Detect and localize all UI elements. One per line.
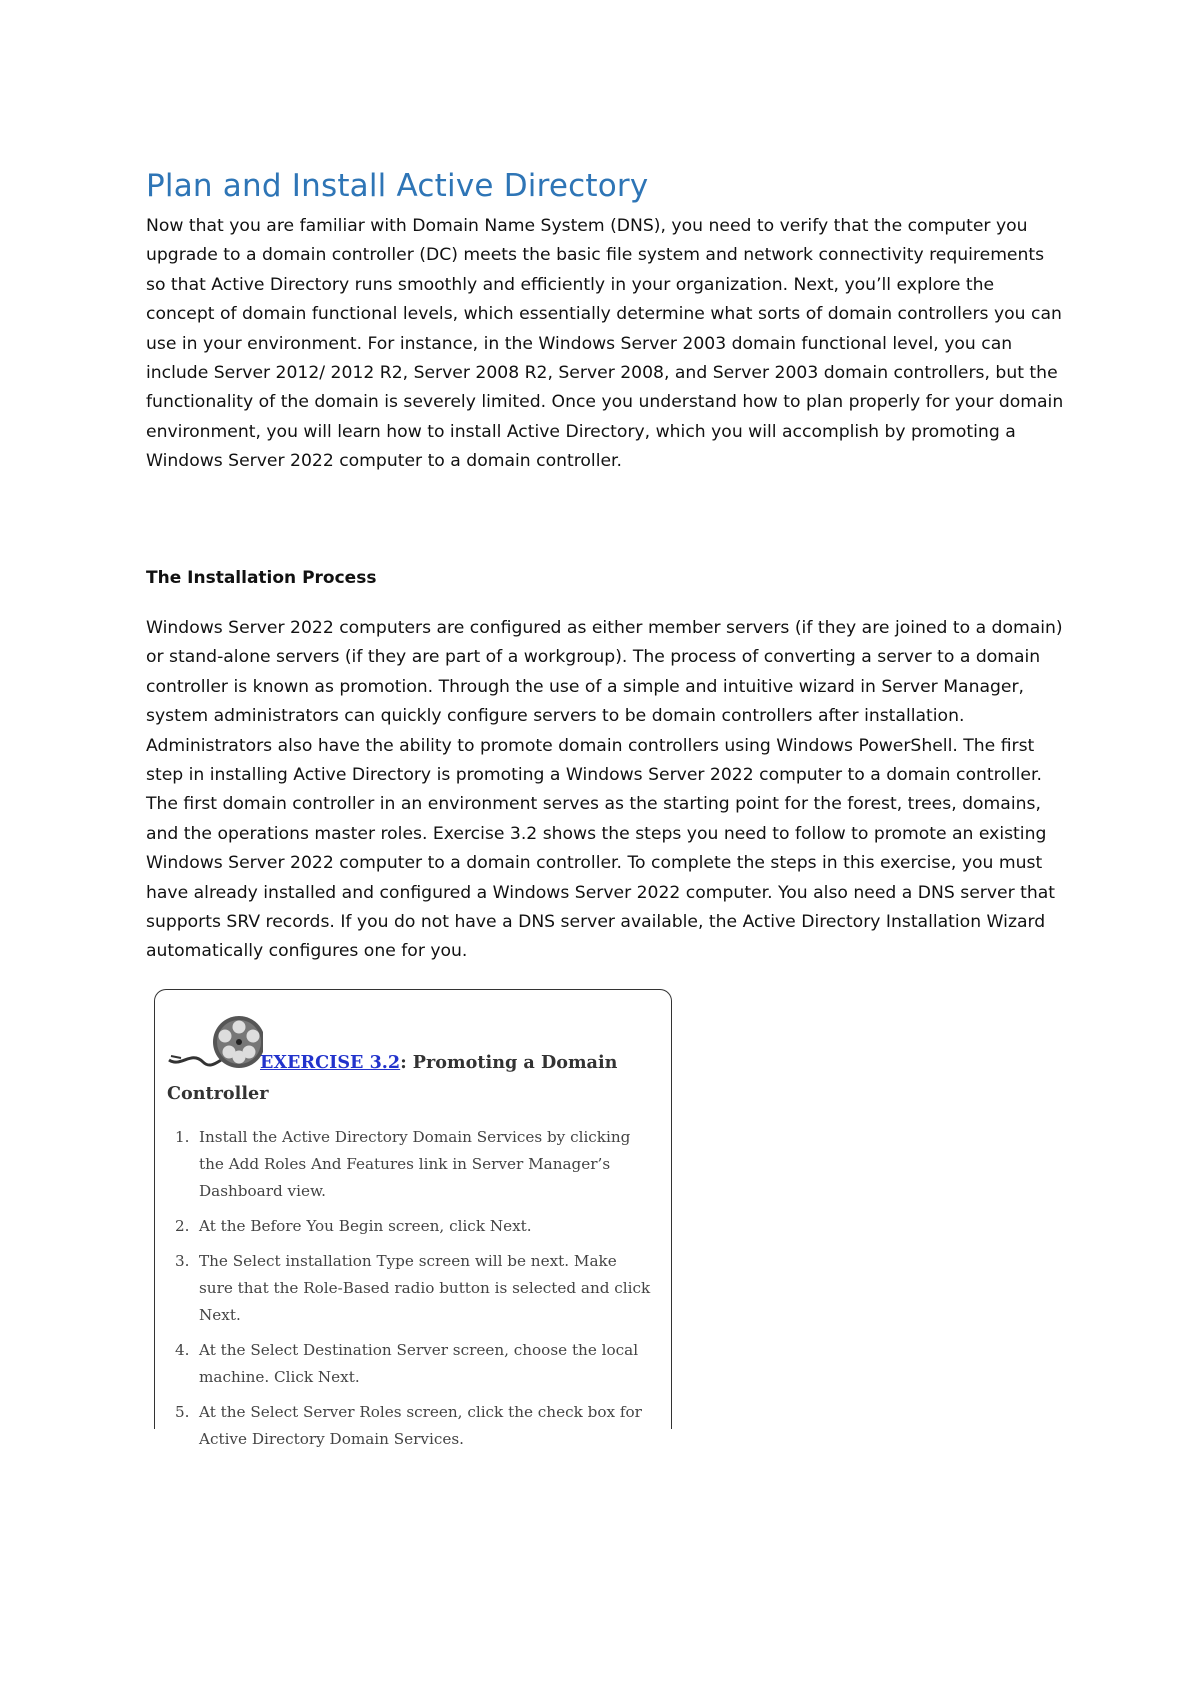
step-text: At the Select Server Roles screen, click the check box for Active Directory Domain Services. [199, 1403, 642, 1448]
step-number: 5. [175, 1403, 190, 1421]
step-text: Install the Active Directory Domain Services by clicking the Add Roles And Features link in Server Manager’s Dashboard view. [199, 1128, 631, 1200]
section-heading: The Installation Process [146, 568, 377, 588]
exercise-title [167, 1047, 637, 1109]
exercise-title-text: : Promoting a Domain Controller [167, 1052, 618, 1104]
list-item [175, 1213, 655, 1240]
step-text: At the Before You Begin screen, click Next. [199, 1217, 532, 1235]
step-number: 3. [175, 1252, 190, 1270]
list-item [175, 1124, 655, 1205]
step-number: 4. [175, 1341, 190, 1359]
list-item [175, 1248, 655, 1329]
step-text: At the Select Destination Server screen, choose the local machine. Click Next. [199, 1341, 639, 1386]
exercise-steps-list [175, 1124, 655, 1461]
step-number: 2. [175, 1217, 190, 1235]
page-title: Plan and Install Active Directory [146, 168, 649, 204]
intro-paragraph: Now that you are familiar with Domain Name System (DNS), you need to verify that the computer you upgrade to a domain controller (DC) meets the basic file system and network connectivity requirements so that Active Directory runs smoothly and efficiently in your organization. Next, you’ll explore the concept of domain functional levels, which essentially determine what sorts of domain controllers you can use in your environment. For instance, in the Windows Server 2003 domain functional level, you can include Server 2012/ 2012 R2, Server 2008 R2, Server 2008, and Server 2003 domain controllers, but the functionality of the domain is severely limited. Once you understand how to plan properly for your domain environment, you will learn how to install Active Directory, which you will accomplish by promoting a Windows Server 2022 computer to a domain controller. [146, 216, 1064, 472]
step-number: 1. [175, 1128, 190, 1146]
installation-process-paragraph: Windows Server 2022 computers are configured as either member servers (if they are joined to a domain) or stand-alone servers (if they are part of a workgroup). The process of converting a server to a domain controller is known as promotion. Through the use of a simple and intuitive wizard in Server Manager, system administrators can quickly configure servers to be domain controllers after installation. Administrators also have the ability to promote domain controllers using Windows PowerShell. The first step in installing Active Directory is promoting a Windows Server 2022 computer to a domain controller. The first domain controller in an environment serves as the starting point for the forest, trees, domains, and the operations master roles. Exercise 3.2 shows the steps you need to follow to promote an existing Windows Server 2022 computer to a domain controller. To complete the steps in this exercise, you must have already installed and configured a Windows Server 2022 computer. You also need a DNS server that supports SRV records. If you do not have a DNS server available, the Active Directory Installation Wizard automatically configures one for you. [146, 618, 1063, 962]
exercise-box [154, 989, 672, 1448]
list-item [175, 1399, 655, 1453]
list-item [175, 1337, 655, 1391]
exercise-link[interactable]: EXERCISE 3.2 [260, 1052, 401, 1073]
step-text: The Select installation Type screen will be next. Make sure that the Role-Based radio button is selected and click Next. [199, 1252, 651, 1324]
